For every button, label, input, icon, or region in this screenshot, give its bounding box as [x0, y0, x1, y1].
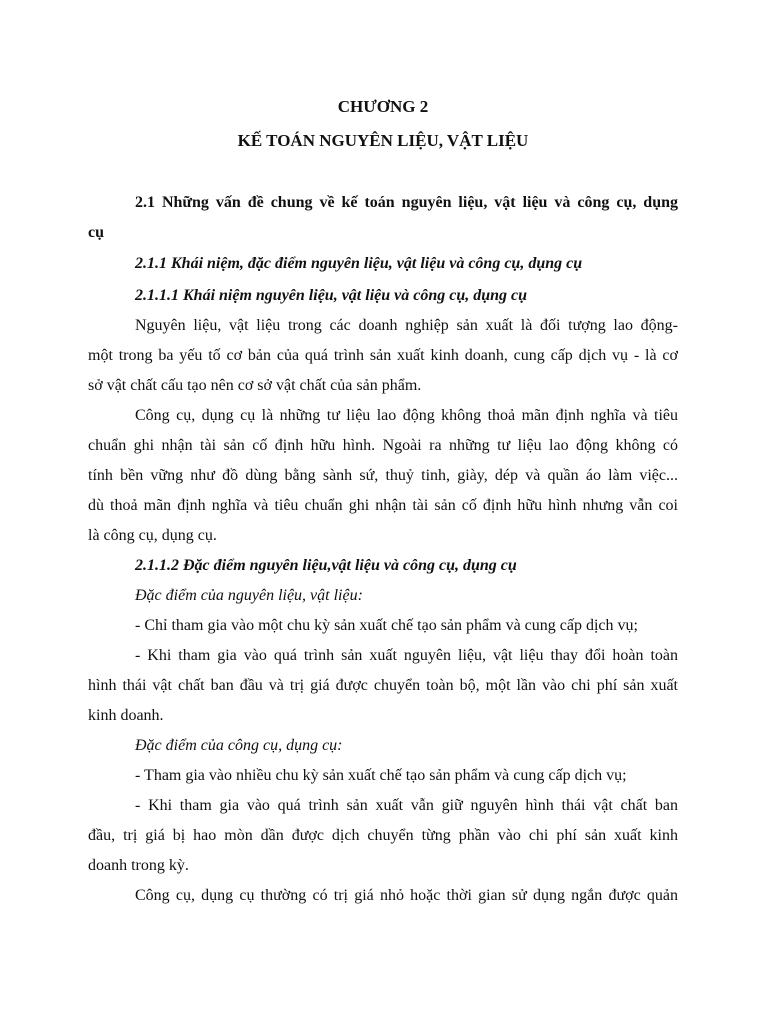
- list-item: - Khi tham gia vào quá trình sản xuất vẫn giữ nguyên hình thái vật chất ban: [135, 797, 678, 814]
- paragraph-line: chuẩn ghi nhận tài sản cố định hữu hình. Ngoài ra những tư liệu lao động không có: [88, 437, 678, 454]
- section-heading-2-1-line2: cụ: [88, 224, 104, 241]
- list-item-continuation: doanh trong kỳ.: [88, 857, 189, 874]
- chapter-number: CHƯƠNG 2: [337, 97, 429, 116]
- list-item-continuation: hình thái vật chất ban đầu và trị giá được chuyển toàn bộ, một lần vào chi phí sản xuất: [88, 677, 678, 694]
- section-heading-2-1-1-1: 2.1.1.1 Khái niệm nguyên liệu, vật liệu và công cụ, dụng cụ: [135, 287, 528, 304]
- list-item-continuation: đầu, trị giá bị hao mòn dần được dịch chuyển từng phần vào chi phí sản xuất kinh: [88, 827, 678, 844]
- tools-characteristics-label: Đặc điểm của công cụ, dụng cụ:: [135, 737, 343, 754]
- list-item-continuation: kinh doanh.: [88, 707, 164, 724]
- paragraph-line: sở vật chất cấu tạo nên cơ sở vật chất của sản phẩm.: [88, 377, 422, 394]
- paragraph-line: là công cụ, dụng cụ.: [88, 527, 217, 544]
- paragraph-line: tính bền vững như đồ dùng bằng sành sứ, thuỷ tinh, giày, dép và quần áo làm việc...: [88, 467, 678, 484]
- list-item: - Tham gia vào nhiều chu kỳ sản xuất chế tạo sản phẩm và cung cấp dịch vụ;: [135, 767, 627, 784]
- paragraph-line: Công cụ, dụng cụ là những tư liệu lao động không thoả mãn định nghĩa và tiêu: [135, 407, 678, 424]
- section-heading-2-1-1-2: 2.1.1.2 Đặc điểm nguyên liệu,vật liệu và công cụ, dụng cụ: [135, 557, 517, 574]
- list-item: - Khi tham gia vào quá trình sản xuất nguyên liệu, vật liệu thay đổi hoàn toàn: [135, 647, 678, 664]
- list-item: - Chỉ tham gia vào một chu kỳ sản xuất chế tạo sản phẩm và cung cấp dịch vụ;: [135, 617, 638, 634]
- section-heading-2-1-1: 2.1.1 Khái niệm, đặc điểm nguyên liệu, vật liệu và công cụ, dụng cụ: [135, 255, 583, 272]
- chapter-title: KẾ TOÁN NGUYÊN LIỆU, VẬT LIỆU: [237, 131, 529, 150]
- section-heading-2-1-line1: 2.1 Những vấn đề chung về kế toán nguyên liệu, vật liệu và công cụ, dụng: [135, 194, 678, 211]
- paragraph-line: Nguyên liệu, vật liệu trong các doanh nghiệp sản xuất là đối tượng lao động-: [135, 317, 678, 334]
- paragraph-line: Công cụ, dụng cụ thường có trị giá nhỏ hoặc thời gian sử dụng ngắn được quản: [135, 887, 678, 904]
- paragraph-line: dù thoả mãn định nghĩa và tiêu chuẩn ghi nhận tài sản cố định hữu hình nhưng vẫn coi: [88, 497, 678, 514]
- materials-characteristics-label: Đặc điểm của nguyên liệu, vật liệu:: [135, 587, 363, 604]
- paragraph-line: một trong ba yếu tố cơ bản của quá trình sản xuất kinh doanh, cung cấp dịch vụ - là cơ: [88, 347, 678, 364]
